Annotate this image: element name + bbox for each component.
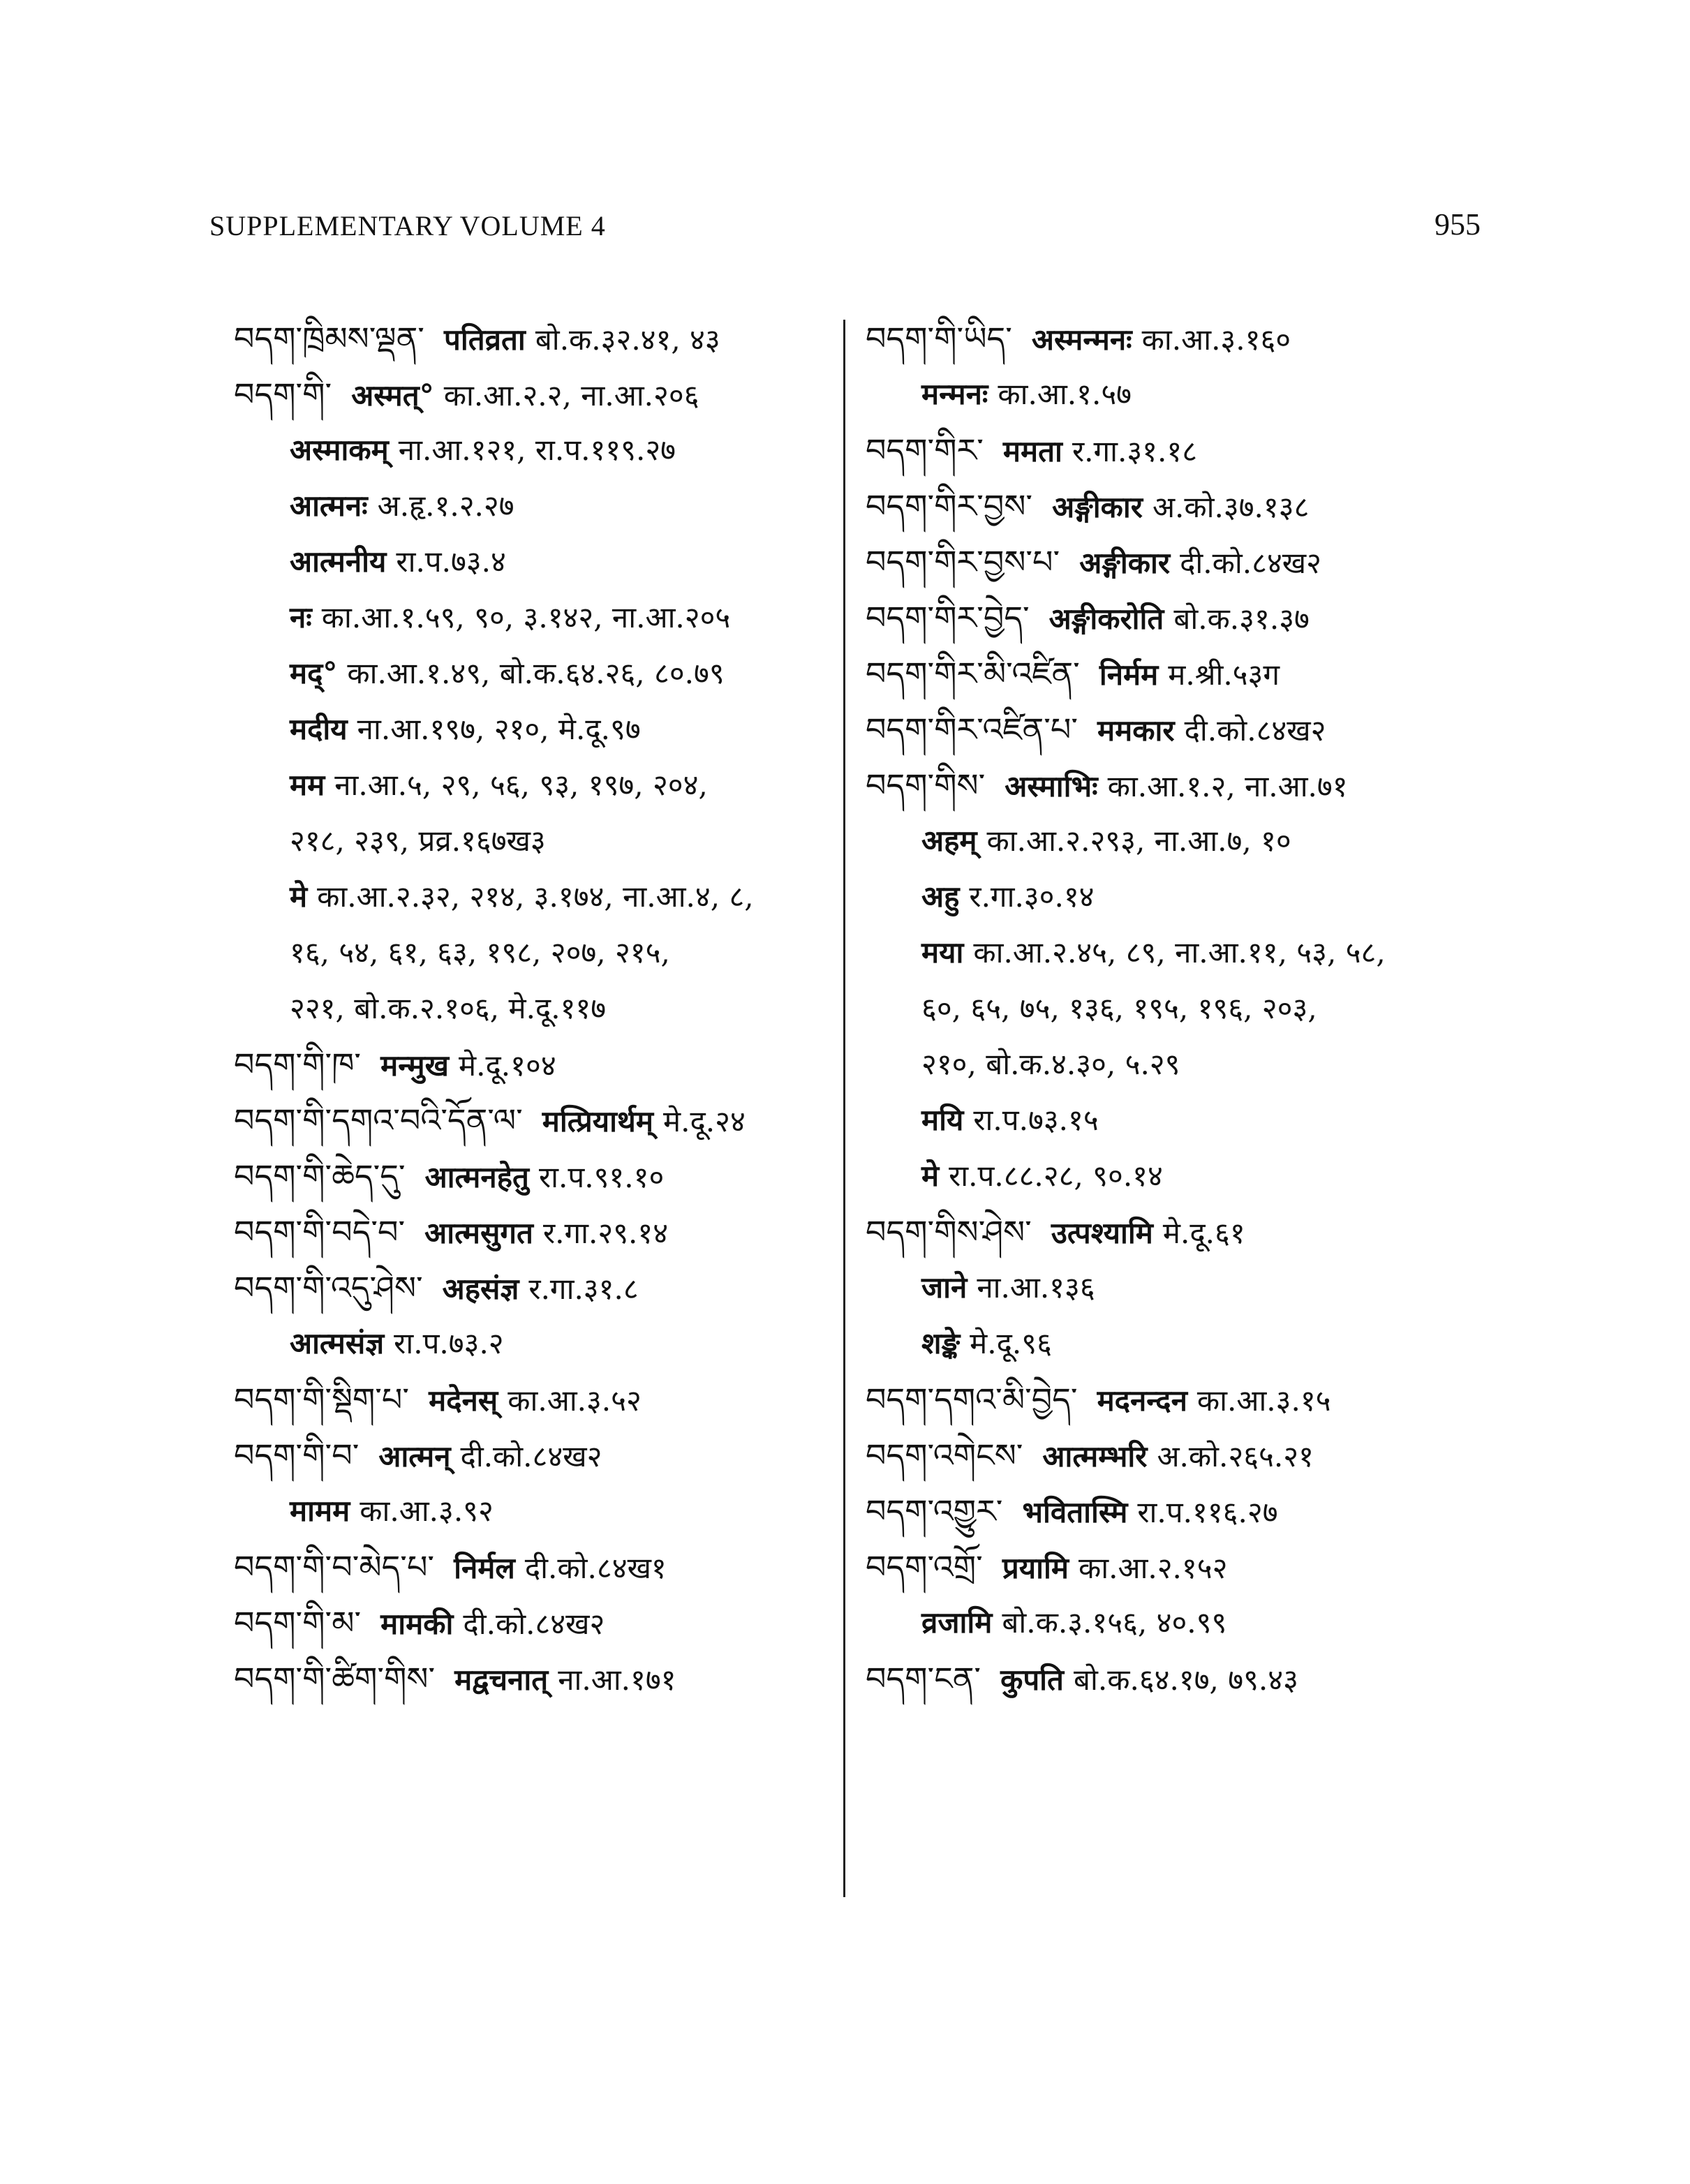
sanskrit-equivalent: मे — [921, 1159, 940, 1193]
dictionary-entry — [866, 1204, 1480, 1260]
sub-entry — [234, 757, 834, 813]
sub-entry — [234, 422, 834, 478]
dictionary-entry — [234, 1260, 834, 1316]
sanskrit-equivalent: मामकी — [380, 1607, 454, 1641]
dictionary-entry — [866, 701, 1480, 757]
sanskrit-equivalent: अस्मत्° — [351, 378, 434, 413]
sanskrit-equivalent: मन्मुख — [380, 1048, 450, 1083]
sub-entry — [866, 1595, 1480, 1651]
tibetan-headword: བདག་གིར་མི་འཛིན་ — [866, 655, 1080, 692]
source-references: रा.प.८८.२८, ९०.१४ — [949, 1159, 1163, 1193]
continuation-line — [866, 981, 1480, 1037]
left-column — [234, 311, 834, 1707]
sanskrit-equivalent: आत्मम्भरि — [1042, 1439, 1148, 1473]
source-references: का.आ.२.१५२ — [1078, 1551, 1228, 1585]
dictionary-entry — [234, 1148, 834, 1204]
tibetan-headword: བདག་དགའ་མི་བྱེད་ — [866, 1381, 1078, 1418]
dictionary-entry — [234, 1204, 834, 1260]
source-references: २१८, २३९, प्रव्र.१६७ख३ — [290, 824, 546, 858]
source-references: का.आ.१.२, ना.आ.७१ — [1107, 769, 1348, 803]
source-references: का.आ.२.२९३, ना.आ.७, १० — [986, 824, 1291, 858]
tibetan-headword: བདག་འགྱུར་ — [866, 1492, 1003, 1530]
sub-entry — [866, 869, 1480, 925]
source-references: ना.आ.१३६ — [977, 1270, 1095, 1305]
dictionary-entry — [234, 1595, 834, 1651]
tibetan-headword: བདག་གི་ཡིད་ — [866, 320, 1012, 357]
source-references: का.आ.२.२, ना.आ.२०६ — [443, 378, 699, 413]
tibetan-headword: བདག་གིར་ — [866, 431, 984, 469]
source-references: का.आ.३.९२ — [360, 1494, 494, 1528]
sanskrit-equivalent: अस्माभिः — [1005, 769, 1098, 803]
dictionary-entry — [866, 1372, 1480, 1427]
dictionary-entry — [866, 1651, 1480, 1707]
dictionary-entry — [866, 757, 1480, 813]
source-references: २२१, बो.क.२.१०६, मे.दू.११७ — [290, 991, 607, 1025]
source-references: ना.आ.१२१, रा.प.११९.२७ — [398, 433, 676, 467]
tibetan-headword: བདག་ཁྲིམས་ལྡན་ — [234, 320, 424, 357]
source-references: २१०, बो.क.४.३०, ५.२९ — [921, 1047, 1180, 1081]
sanskrit-equivalent: अङ्गीकार — [1079, 546, 1171, 580]
sanskrit-equivalent: अहु — [921, 879, 960, 914]
dictionary-entry — [866, 1427, 1480, 1483]
dictionary-entry — [866, 478, 1480, 534]
source-references: रा.प.७३.२ — [394, 1326, 504, 1360]
sanskrit-equivalent: मद्वचनात् — [454, 1663, 549, 1697]
sub-entry — [866, 813, 1480, 869]
sub-entry — [234, 869, 834, 925]
sanskrit-equivalent: भवितास्मि — [1022, 1495, 1128, 1529]
source-references: दी.को.८४ख२ — [1184, 713, 1326, 748]
source-references: बो.क.३२.४१, ४३ — [535, 322, 720, 357]
source-references: मे.दू.२४ — [663, 1104, 746, 1138]
tibetan-headword: བདག་གི་བ་མེད་པ་ — [234, 1548, 435, 1586]
source-references: दी.को.८४ख२ — [1180, 546, 1321, 580]
source-references: दी.को.८४ख२ — [463, 1607, 605, 1641]
sanskrit-equivalent: निर्मम — [1099, 658, 1159, 692]
tibetan-headword: བདག་གིར་བྱས་པ་ — [866, 543, 1060, 581]
sub-entry — [866, 925, 1480, 981]
sanskrit-equivalent: मम — [290, 768, 325, 802]
source-references: र.गा.३१.१८ — [1072, 434, 1198, 468]
source-references: र.गा.३१.८ — [528, 1272, 639, 1306]
right-column — [866, 311, 1480, 1707]
sanskrit-equivalent: मयि — [921, 1103, 964, 1137]
source-references: रा.प.११६.२७ — [1137, 1495, 1278, 1529]
tibetan-headword: བདག་གི་ཁ་ — [234, 1046, 362, 1083]
dictionary-entry — [866, 311, 1480, 366]
dictionary-entry — [234, 1092, 834, 1148]
source-references: अ.को.३७.१३८ — [1152, 490, 1310, 524]
sanskrit-equivalent: व्रजामि — [921, 1605, 993, 1640]
dictionary-entry — [866, 590, 1480, 646]
sub-entry — [866, 1316, 1480, 1372]
sanskrit-equivalent: शङ्के — [921, 1326, 961, 1360]
running-head: SUPPLEMENTARY VOLUME 4 — [209, 210, 606, 242]
sanskrit-equivalent: मामम — [290, 1494, 350, 1528]
sanskrit-equivalent: मन्मनः — [921, 377, 988, 411]
sanskrit-equivalent: मदनन्दन — [1097, 1383, 1187, 1418]
source-references: रा.प.७३.४ — [396, 544, 506, 579]
sanskrit-equivalent: अस्मन्मनः — [1031, 322, 1132, 357]
source-references: ना.आ.५, २९, ५६, ९३, १९७, २०४, — [334, 768, 708, 802]
sub-entry — [234, 1483, 834, 1539]
source-references: का.आ.२.४५, ८९, ना.आ.११, ५३, ५८, — [973, 935, 1386, 970]
sub-entry — [234, 646, 834, 701]
source-references: म.श्री.५३ग — [1168, 658, 1280, 692]
source-references: ना.आ.१९७, २१०, मे.दू.९७ — [357, 712, 641, 746]
source-references: अ.हृ.१.२.२७ — [377, 489, 514, 523]
source-references: मे.दू.१०४ — [459, 1048, 556, 1083]
source-references: का.आ.१.५७ — [998, 377, 1132, 411]
sanskrit-equivalent: आत्मसंज्ञ — [290, 1326, 385, 1360]
source-references: का.आ.२.३२, २१४, ३.१७४, ना.आ.४, ८, — [317, 879, 754, 914]
tibetan-headword: བདག་གི་དགའ་བའི་དོན་ལ་ — [234, 1101, 523, 1139]
source-references: दी.को.८४ख१ — [524, 1551, 667, 1585]
sanskrit-equivalent: आत्मनीय — [290, 544, 387, 579]
source-references: अ.को.२६५.२१ — [1157, 1439, 1314, 1473]
sub-entry — [866, 1092, 1480, 1148]
sanskrit-equivalent: आत्मनः — [290, 489, 368, 523]
continuation-line — [866, 1037, 1480, 1092]
source-references: ६०, ६५, ७५, १३६, १९५, १९६, २०३, — [921, 991, 1317, 1025]
sub-entry — [866, 366, 1480, 422]
dictionary-entry — [866, 422, 1480, 478]
tibetan-headword: བདག་གི་ — [234, 376, 332, 413]
tibetan-headword: བདག་གི་ཚིག་གིས་ — [234, 1660, 436, 1698]
sanskrit-equivalent: अस्माकम् — [290, 433, 389, 467]
tibetan-headword: བདག་འགྲོ་ — [866, 1548, 983, 1586]
source-references: बो.क.३१.३७ — [1173, 602, 1310, 636]
sanskrit-equivalent: पतिव्रता — [443, 322, 526, 357]
source-references: मे.दू.६१ — [1162, 1216, 1245, 1250]
sanskrit-equivalent: अहसंज्ञ — [442, 1272, 519, 1306]
sanskrit-equivalent: मया — [921, 935, 964, 970]
tibetan-headword: བདག་གིར་བྱས་ — [866, 487, 1033, 525]
continuation-line — [234, 813, 834, 869]
tibetan-headword: བདག་གིས་ — [866, 766, 986, 804]
sanskrit-equivalent: आत्मसुगत — [424, 1216, 533, 1250]
sanskrit-equivalent: कुपति — [1000, 1663, 1064, 1697]
source-references: का.आ.३.१५ — [1196, 1383, 1331, 1418]
dictionary-entry — [234, 311, 834, 366]
sub-entry — [234, 590, 834, 646]
source-references: ना.आ.१७१ — [558, 1663, 676, 1697]
sub-entry — [866, 1260, 1480, 1316]
dictionary-entry — [866, 534, 1480, 590]
sanskrit-equivalent: आत्मन् — [378, 1439, 451, 1473]
sanskrit-equivalent: मे — [290, 879, 308, 914]
sub-entry — [234, 1316, 834, 1372]
source-references: दी.को.८४ख२ — [460, 1439, 602, 1473]
source-references: रा.प.७३.१५ — [973, 1103, 1099, 1137]
sub-entry — [866, 1148, 1480, 1204]
sanskrit-equivalent: ममता — [1002, 434, 1062, 468]
sub-entry — [234, 478, 834, 534]
sanskrit-equivalent: नः — [290, 600, 312, 634]
tibetan-headword: བདག་འགེངས་ — [866, 1436, 1023, 1474]
sanskrit-equivalent: मत्प्रियार्थम् — [542, 1104, 653, 1138]
sub-entry — [234, 534, 834, 590]
dictionary-entry — [234, 1037, 834, 1092]
sanskrit-equivalent: निर्मल — [454, 1551, 515, 1585]
sanskrit-equivalent: प्रयामि — [1002, 1551, 1069, 1585]
source-references: का.आ.१.४९, बो.क.६४.२६, ८०.७९ — [347, 656, 725, 690]
dictionary-entry — [866, 1539, 1480, 1595]
tibetan-headword: བདག་གིར་བྱེད་ — [866, 599, 1030, 637]
continuation-line — [234, 925, 834, 981]
dictionary-entry — [234, 1651, 834, 1707]
tibetan-headword: བདག་གིས་ཤེས་ — [866, 1213, 1032, 1251]
page-number: 955 — [1435, 207, 1481, 242]
tibetan-headword: བདག་ངན་ — [866, 1660, 981, 1698]
dictionary-entry — [234, 1372, 834, 1427]
dictionary-entry — [234, 366, 834, 422]
column-divider — [843, 320, 845, 1897]
sanskrit-equivalent: मदीय — [290, 712, 348, 746]
sanskrit-equivalent: ममकार — [1097, 713, 1175, 748]
sanskrit-equivalent: मद्° — [290, 656, 338, 690]
dictionary-entry — [866, 1483, 1480, 1539]
source-references: बो.क.३.१५६, ४०.९९ — [1002, 1605, 1227, 1640]
source-references: र.गा.३०.१४ — [969, 879, 1095, 914]
source-references: मे.दू.९६ — [970, 1326, 1052, 1360]
source-references: का.आ.३.१६० — [1141, 322, 1291, 357]
sanskrit-equivalent: उत्पश्यामि — [1051, 1216, 1153, 1250]
source-references: १६, ५४, ६१, ६३, १९८, २०७, २१५, — [290, 935, 670, 970]
source-references: का.आ.१.५९, ९०, ३.१४२, ना.आ.२०५ — [321, 600, 731, 634]
sub-entry — [234, 701, 834, 757]
sanskrit-equivalent: अङ्गीकरोति — [1048, 602, 1164, 636]
dictionary-entry — [234, 1427, 834, 1483]
tibetan-headword: བདག་གི་བདེ་བ་ — [234, 1213, 406, 1251]
sanskrit-equivalent: आत्मनहेतु — [424, 1160, 529, 1194]
continuation-line — [234, 981, 834, 1037]
source-references: बो.क.६४.१७, ७९.४३ — [1074, 1663, 1298, 1697]
dictionary-entry — [234, 1539, 834, 1595]
source-references: का.आ.३.५२ — [507, 1383, 642, 1418]
sanskrit-equivalent: मदेनस् — [429, 1383, 498, 1418]
sanskrit-equivalent: जाने — [921, 1270, 968, 1305]
source-references: र.गा.२९.१४ — [542, 1216, 669, 1250]
tibetan-headword: བདག་གི་མ་ — [234, 1604, 362, 1642]
tibetan-headword: བདག་གིར་འཛིན་པ་ — [866, 711, 1079, 748]
source-references: रा.प.९१.१० — [538, 1160, 665, 1194]
tibetan-headword: བདག་གི་འདུ་ཤེས་ — [234, 1269, 423, 1307]
tibetan-headword: བདག་གི་ཆེད་དུ་ — [234, 1157, 406, 1195]
sanskrit-equivalent: अङ्गीकार — [1052, 490, 1143, 524]
tibetan-headword: བདག་གི་སྡིག་པ་ — [234, 1381, 410, 1418]
dictionary-entry — [866, 646, 1480, 701]
tibetan-headword: བདག་གི་བ་ — [234, 1436, 360, 1474]
sanskrit-equivalent: अहम् — [921, 824, 977, 858]
